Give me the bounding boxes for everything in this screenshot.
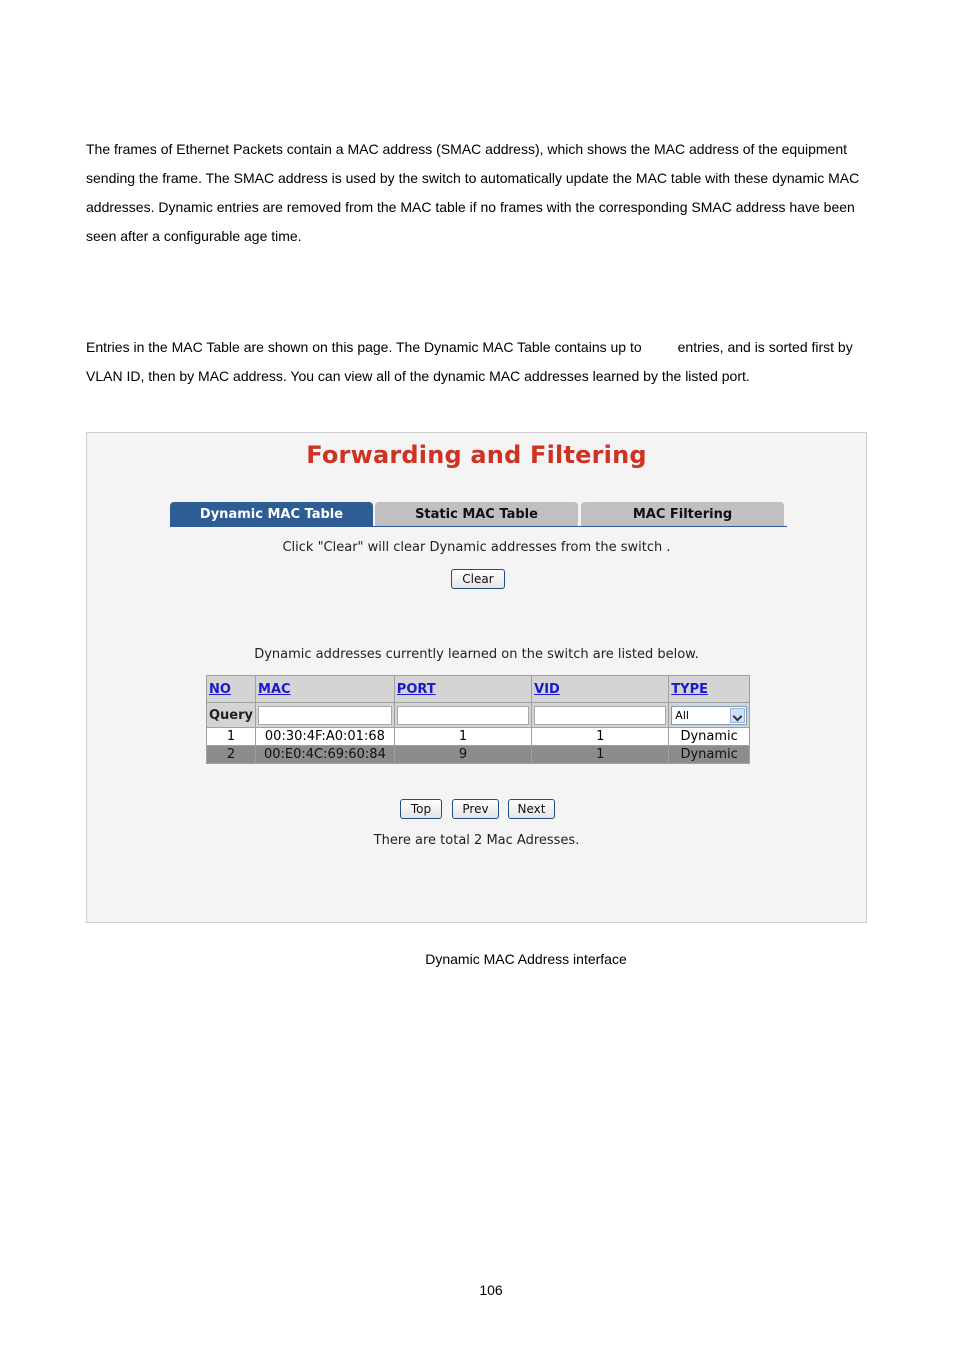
port-query-input[interactable]	[397, 706, 529, 725]
chevron-down-icon	[730, 708, 745, 723]
tab-dynamic-mac-table[interactable]: Dynamic MAC Table	[170, 502, 373, 527]
page-title: Forwarding and Filtering	[306, 441, 647, 469]
listed-note: Dynamic addresses currently learned on the switch are listed below.	[254, 647, 699, 662]
mac-table-paragraph	[86, 333, 876, 391]
cell-type: Dynamic	[669, 746, 750, 764]
total-count-text: There are total 2 Mac Adresses.	[373, 833, 580, 848]
screenshot-panel	[86, 432, 867, 923]
column-header-mac	[256, 676, 395, 703]
cell-no: 2	[207, 746, 256, 764]
cell-vid: 1	[532, 746, 669, 764]
column-header-type	[669, 676, 750, 703]
table-row	[207, 728, 750, 746]
mac-table-paragraph-part1: Entries in the MAC Table are shown on this page. The Dynamic MAC Table contains up to	[86, 339, 642, 355]
mac-table-paragraph-part2: entries, and is sorted first by VLAN ID, then by MAC address. You can view all of the dynamic MAC addresses learned by the listed port.	[86, 339, 853, 384]
type-filter-value: All	[675, 708, 689, 722]
query-row	[207, 703, 750, 728]
figure-caption: Dynamic MAC Address interface	[425, 951, 627, 967]
tab-static-mac-table[interactable]: Static MAC Table	[375, 502, 578, 527]
cell-type: Dynamic	[669, 728, 750, 746]
sort-port-link[interactable]: PORT	[396, 681, 436, 697]
vid-query-input[interactable]	[534, 706, 666, 725]
table-row	[207, 746, 750, 764]
cell-mac: 00:30:4F:A0:01:68	[256, 728, 395, 746]
sort-vid-link[interactable]: VID	[534, 681, 560, 697]
sort-mac-link[interactable]: MAC	[258, 681, 291, 697]
type-filter-select[interactable]	[671, 706, 747, 725]
cell-port: 1	[394, 728, 531, 746]
dynamic-mac-table	[206, 675, 750, 764]
cell-port: 9	[394, 746, 531, 764]
clear-button[interactable]: Clear	[451, 569, 505, 589]
prev-button[interactable]: Prev	[452, 799, 499, 819]
column-header-no	[207, 676, 256, 703]
cell-vid: 1	[532, 728, 669, 746]
page-number: 106	[479, 1282, 503, 1298]
tab-divider	[170, 526, 787, 527]
mac-query-input[interactable]	[258, 706, 392, 725]
tab-mac-filtering[interactable]: MAC Filtering	[581, 502, 784, 527]
sort-no-link[interactable]: NO	[209, 681, 231, 697]
clear-note: Click "Clear" will clear Dynamic addresses from the switch .	[282, 540, 671, 555]
next-button[interactable]: Next	[508, 799, 555, 819]
column-header-port	[394, 676, 531, 703]
query-label: Query	[209, 707, 254, 723]
cell-mac: 00:E0:4C:69:60:84	[256, 746, 395, 764]
top-button[interactable]: Top	[400, 799, 442, 819]
column-header-vid	[532, 676, 669, 703]
intro-paragraph: The frames of Ethernet Packets contain a MAC address (SMAC address), which shows the MAC address of the equipment sending the frame. The SMAC address is used by the switch to automatically update the MAC table with these dynamic MAC addresses. Dynamic entries are removed from the MAC table if no frames with the corresponding SMAC address have been seen after a configurable age time.	[86, 141, 860, 244]
cell-no: 1	[207, 728, 256, 746]
sort-type-link[interactable]: TYPE	[671, 681, 708, 697]
